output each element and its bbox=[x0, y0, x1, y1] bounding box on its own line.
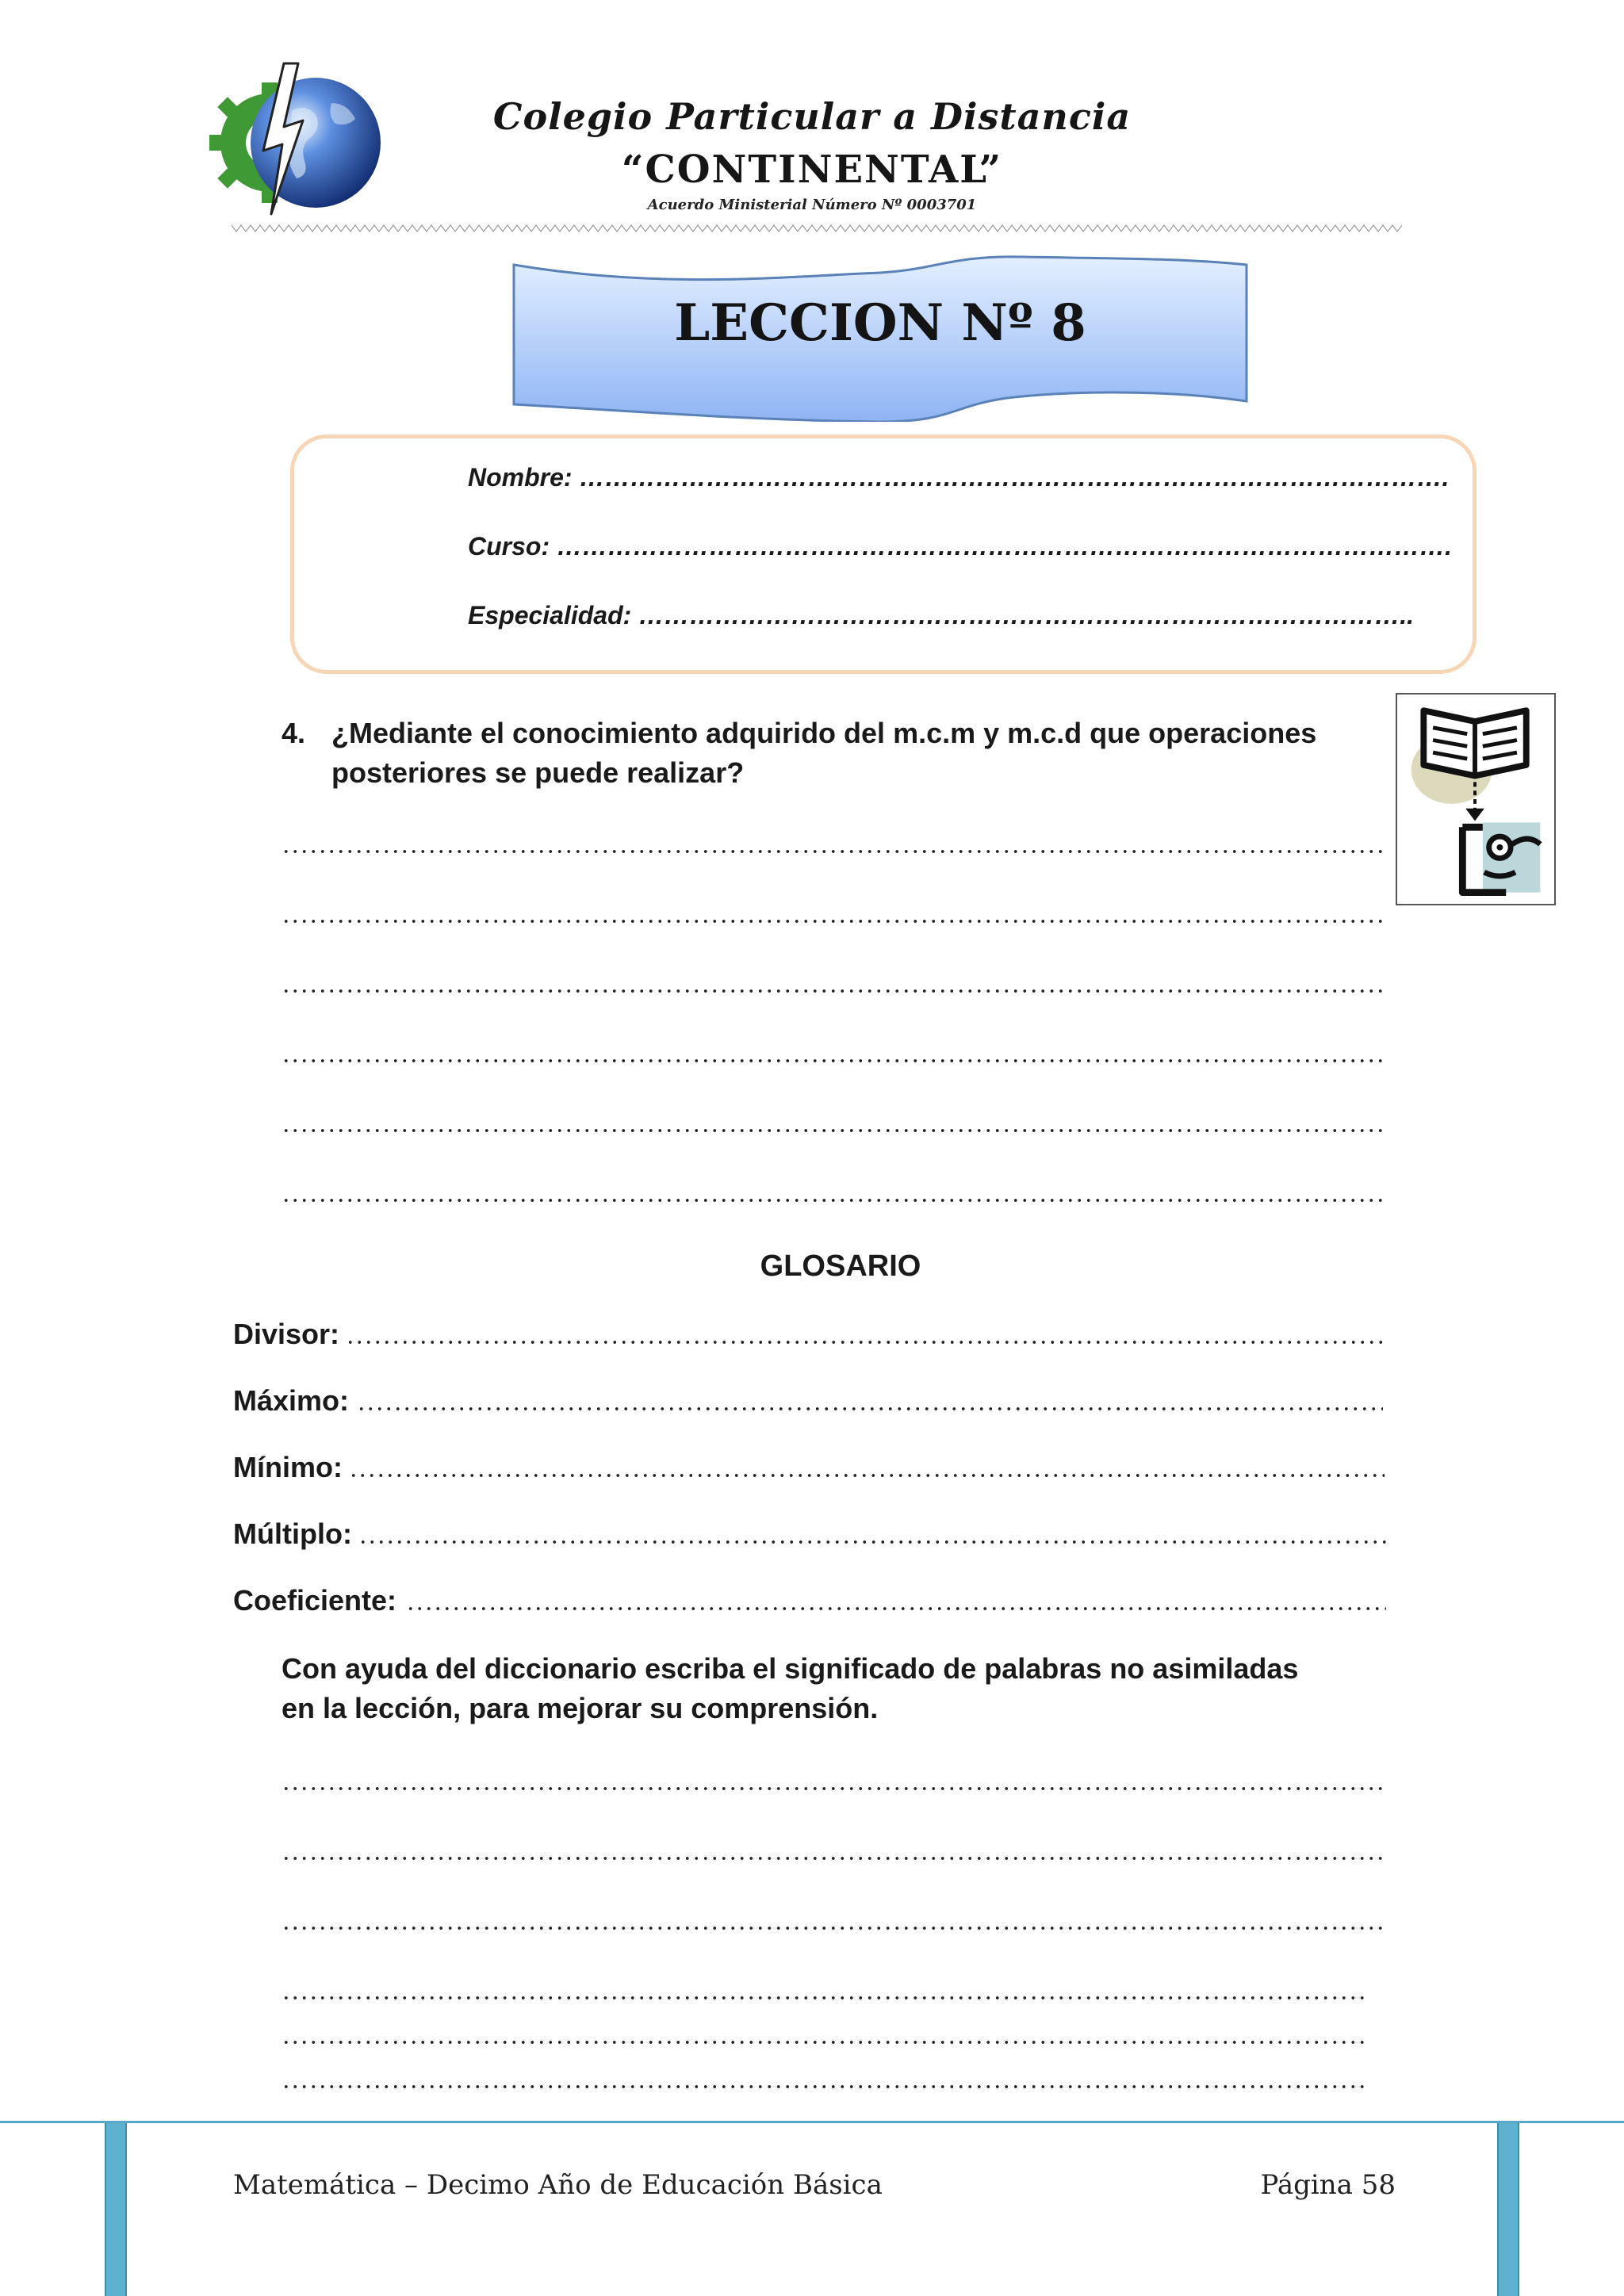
glossary-term-coeficiente: Coeficiente: bbox=[233, 1584, 397, 1617]
answer-line[interactable] bbox=[282, 1996, 1364, 1999]
school-title: “CONTINENTAL” bbox=[621, 147, 1003, 192]
reading-book-person-icon bbox=[1396, 693, 1556, 905]
glossary-term-maximo: Máximo: bbox=[233, 1384, 350, 1417]
answer-line[interactable] bbox=[282, 1927, 1388, 1930]
ministerial-agreement: Acuerdo Ministerial Número Nº 0003701 bbox=[647, 197, 977, 213]
glossary-answer-line[interactable] bbox=[406, 1607, 1386, 1610]
instruction-text-line-1: Con ayuda del diccionario escriba el significado de palabras no asimiladas bbox=[282, 1652, 1299, 1685]
answer-line[interactable] bbox=[282, 989, 1388, 993]
glossary-title: GLOSARIO bbox=[760, 1249, 921, 1283]
question-text-line-1: ¿Mediante el conocimiento adquirido del m.c.m y m.c.d que operaciones bbox=[331, 717, 1317, 749]
answer-line[interactable] bbox=[282, 1787, 1388, 1790]
glossary-answer-line[interactable] bbox=[349, 1474, 1385, 1477]
glossary-term-multiplo: Múltiplo: bbox=[233, 1517, 352, 1550]
glossary-answer-line[interactable] bbox=[357, 1407, 1383, 1410]
course-field[interactable]: Curso: ……………………………………………………………………………………………. bbox=[468, 532, 1452, 561]
lesson-title: LECCION Nº 8 bbox=[674, 293, 1086, 353]
answer-line[interactable] bbox=[282, 850, 1388, 853]
answer-line[interactable] bbox=[282, 1199, 1388, 1202]
glossary-term-divisor: Divisor: bbox=[233, 1318, 340, 1350]
answer-line[interactable] bbox=[282, 920, 1388, 923]
answer-line[interactable] bbox=[282, 1857, 1388, 1860]
specialty-field[interactable]: Especialidad: ……………………………………………………………………………….. bbox=[468, 601, 1414, 629]
answer-line[interactable] bbox=[282, 1129, 1388, 1132]
school-name: Colegio Particular a Distancia bbox=[492, 95, 1132, 138]
footer-rule bbox=[0, 2121, 1624, 2123]
name-field[interactable]: Nombre: …………………………………………………………………………………………. bbox=[468, 463, 1450, 492]
footer-page-number: Página 58 bbox=[1260, 2169, 1396, 2201]
answer-line[interactable] bbox=[282, 1059, 1388, 1062]
footer-bar-left bbox=[105, 2123, 127, 2296]
glossary-answer-line[interactable] bbox=[346, 1341, 1388, 1344]
footer-subject: Matemática – Decimo Año de Educación Básica bbox=[233, 2169, 883, 2201]
answer-line[interactable] bbox=[282, 2085, 1364, 2088]
instruction-text-line-2: en la lección, para mejorar su comprensión. bbox=[282, 1692, 879, 1724]
answer-line[interactable] bbox=[282, 2041, 1364, 2044]
header-wavy-rule bbox=[232, 222, 1402, 235]
glossary-term-minimo: Mínimo: bbox=[233, 1451, 343, 1483]
glossary-answer-line[interactable] bbox=[358, 1540, 1388, 1544]
footer-bar-right bbox=[1497, 2123, 1519, 2296]
question-text-line-2: posteriores se puede realizar? bbox=[331, 756, 745, 789]
question-number: 4. bbox=[282, 717, 306, 749]
